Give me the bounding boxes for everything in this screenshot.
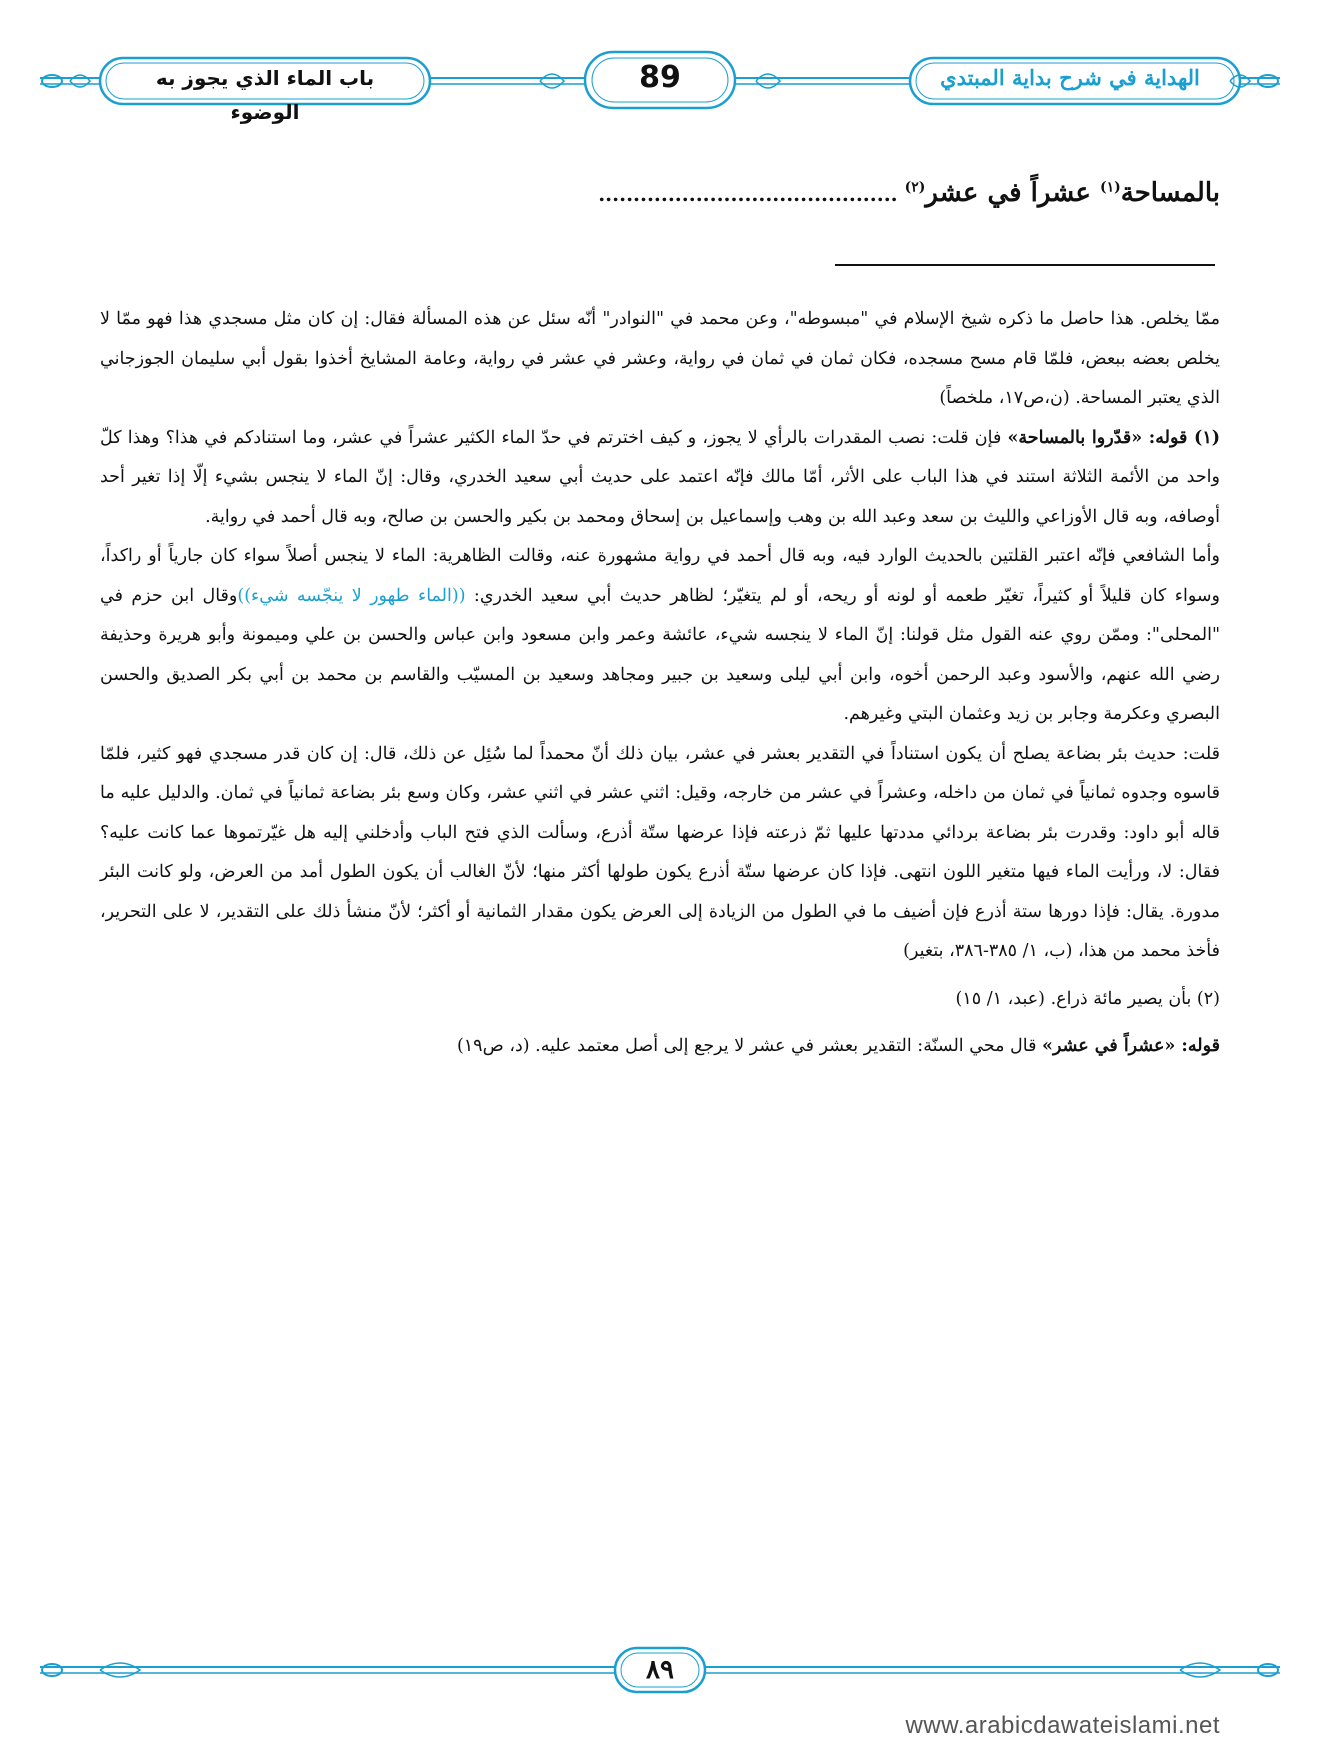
book-title: الهداية في شرح بداية المبتدي	[940, 65, 1200, 90]
header-page-number: 89	[639, 60, 681, 95]
footnote-ref-2[interactable]: (٢)	[904, 179, 926, 196]
footnote-1-paragraph-2	[100, 537, 1220, 735]
footnote-3	[100, 1027, 1220, 1067]
footnote-1-shafii: وأما الشافعي فإنّه اعتبر القلتين بالحديث الوارد فيه، وبه قال أحمد في رواية مشهورة عنه، وقالت الظاهرية: الماء لا ينجس أصلاً سواء كان جارياً أو راكداً، وسواء كان قليلاً أو كثيراً، تغيّر طعمه أو لونه أو ريحه، أو لم يتغيّر؛ لظاهر حديث أبي سعيد الخدري:	[100, 546, 1221, 606]
footnote-1-label: (١) قوله: «قدّروا بالمساحة»	[1007, 427, 1221, 448]
main-text-part2: عشراً في عشر	[925, 178, 1100, 208]
footnote-ref-1[interactable]: (١)	[1099, 179, 1121, 196]
website-url[interactable]: www.arabicdawateislami.net	[905, 1712, 1220, 1739]
page-footer	[40, 1640, 1280, 1700]
main-text-line	[100, 178, 1220, 208]
ellipsis-dots: ...........................................	[598, 182, 905, 206]
footnotes	[100, 300, 1220, 1067]
footnote-1-paragraph-3: قلت: حديث بئر بضاعة يصلح أن يكون استناداً في التقدير بعشر في عشر، بيان ذلك أنّ محمداً لما سُئِل عن ذلك، قال: إن كان قدر مسجدي فهو كثير، فلمّا قاسوه وجدوه ثمانياً في ثمان من داخله، وعشراً في عشر من خارجه، وقيل: اثني عشر في اثني عشر، وكان وسع بئر بضاعة ثمانياً في ثمان. والدليل عليه ما قاله أبو داود: وقدرت بئر بضاعة بردائي مددتها عليها ثمّ ذرعته فإذا عرضها ستّة أذرع، وسألت الذي فتح الباب وأدخلني إليه هل غيّرتموها عما كانت عليه؟ فقال: لا، ورأيت الماء فيها متغير اللون انتهى. فإذا كان عرضها ستّة أذرع يكون طولها أكثر منها؛ لأنّ الغالب أن يكون الطول أمد من العرض، ولو كانت البئر مدورة. يقال: فإذا دورها ستة أذرع فإن أضيف ما في الطول من الزيادة إلى العرض يكون مقدار الثمانية أو أكثر؛ لأنّ منشأ ذلك على التقدير، لا على التحرير، فأخذ محمد من هذا، (ب، ١/ ٣٨٥-٣٨٦، بتغير)	[100, 743, 1220, 961]
main-text-part1: بالمساحة	[1120, 178, 1220, 208]
footnote-3-label: قوله: «عشراً في عشر»	[1042, 1036, 1220, 1056]
footnote-3-text: قال محي السنّة: التقدير بعشر في عشر لا يرجع إلى أصل معتمد عليه. (د، ص١٩)	[456, 1036, 1043, 1056]
chapter-title: باب الماء الذي يجوز به الوضوء	[155, 66, 375, 124]
footnote-1	[100, 419, 1220, 538]
page-header	[40, 40, 1280, 124]
footnote-2: (٢) بأن يصير مائة ذراع. (عبد، ١/ ١٥)	[955, 988, 1220, 1009]
hadith-quote: ((الماء طهور لا ينجّسه شيء))	[237, 585, 466, 606]
footnote-1-ibn-hazm: وقال ابن حزم في "المحلى": وممّن روي عنه القول مثل قولنا: إنّ الماء لا ينجسه شيء، عائشة وعمر وابن مسعود وابن عباس والحسن بن علي وميمونة وأبو هريرة وحذيفة رضي الله عنهم، والأسود وعبد الرحمن أخوه، وابن أبي ليلى وسعيد بن جبير ومجاهد وسعيد بن المسيّب والقاسم بن محمد بن أبي بكر الصديق والحسن البصري وعكرمة وجابر بن زيد وعثمان البتي وغيرهم.	[100, 585, 1220, 724]
footer-page-number: ٨٩	[646, 1655, 674, 1685]
footnote-1-text: فإن قلت: نصب المقدرات بالرأي لا يجوز، و كيف اخترتم في حدّ الماء الكثير عشراً في عشر، وما استنادكم في هذا؟ وهذا كلّ واحد من الأئمة الثلاثة استند في هذا الباب على الأثر، أمّا مالك فإنّه اعتمد على حديث أبي سعيد الخدري، وقال: إنّ الماء لا ينجس بشيء إلّا إذا تغير أحد أوصافه، وبه قال الأوزاعي والليث بن سعد وعبد الله بن وهب وإسماعيل بن إسحاق ومحمد بن بكير والحسن بن صالح، وبه قال أحمد في رواية.	[100, 427, 1220, 527]
main-text	[100, 178, 1220, 208]
footnote-1-continuation: ممّا يخلص. هذا حاصل ما ذكره شيخ الإسلام في "مبسوطه"، وعن محمد في "النوادر" أنّه سئل عن هذه المسألة فقال: إن كان مثل مسجدي هذا فهو ممّا لا يخلص بعضه ببعض، فلمّا قام مسح مسجده، فكان ثمان في ثمان في رواية، وعشر في عشر في رواية، وعامة المشايخ أخذوا بقول أبي سليمان الجوزجاني الذي يعتبر المساحة. (ن،ص١٧، ملخصاً)	[100, 309, 1220, 408]
footnote-separator	[835, 264, 1215, 266]
